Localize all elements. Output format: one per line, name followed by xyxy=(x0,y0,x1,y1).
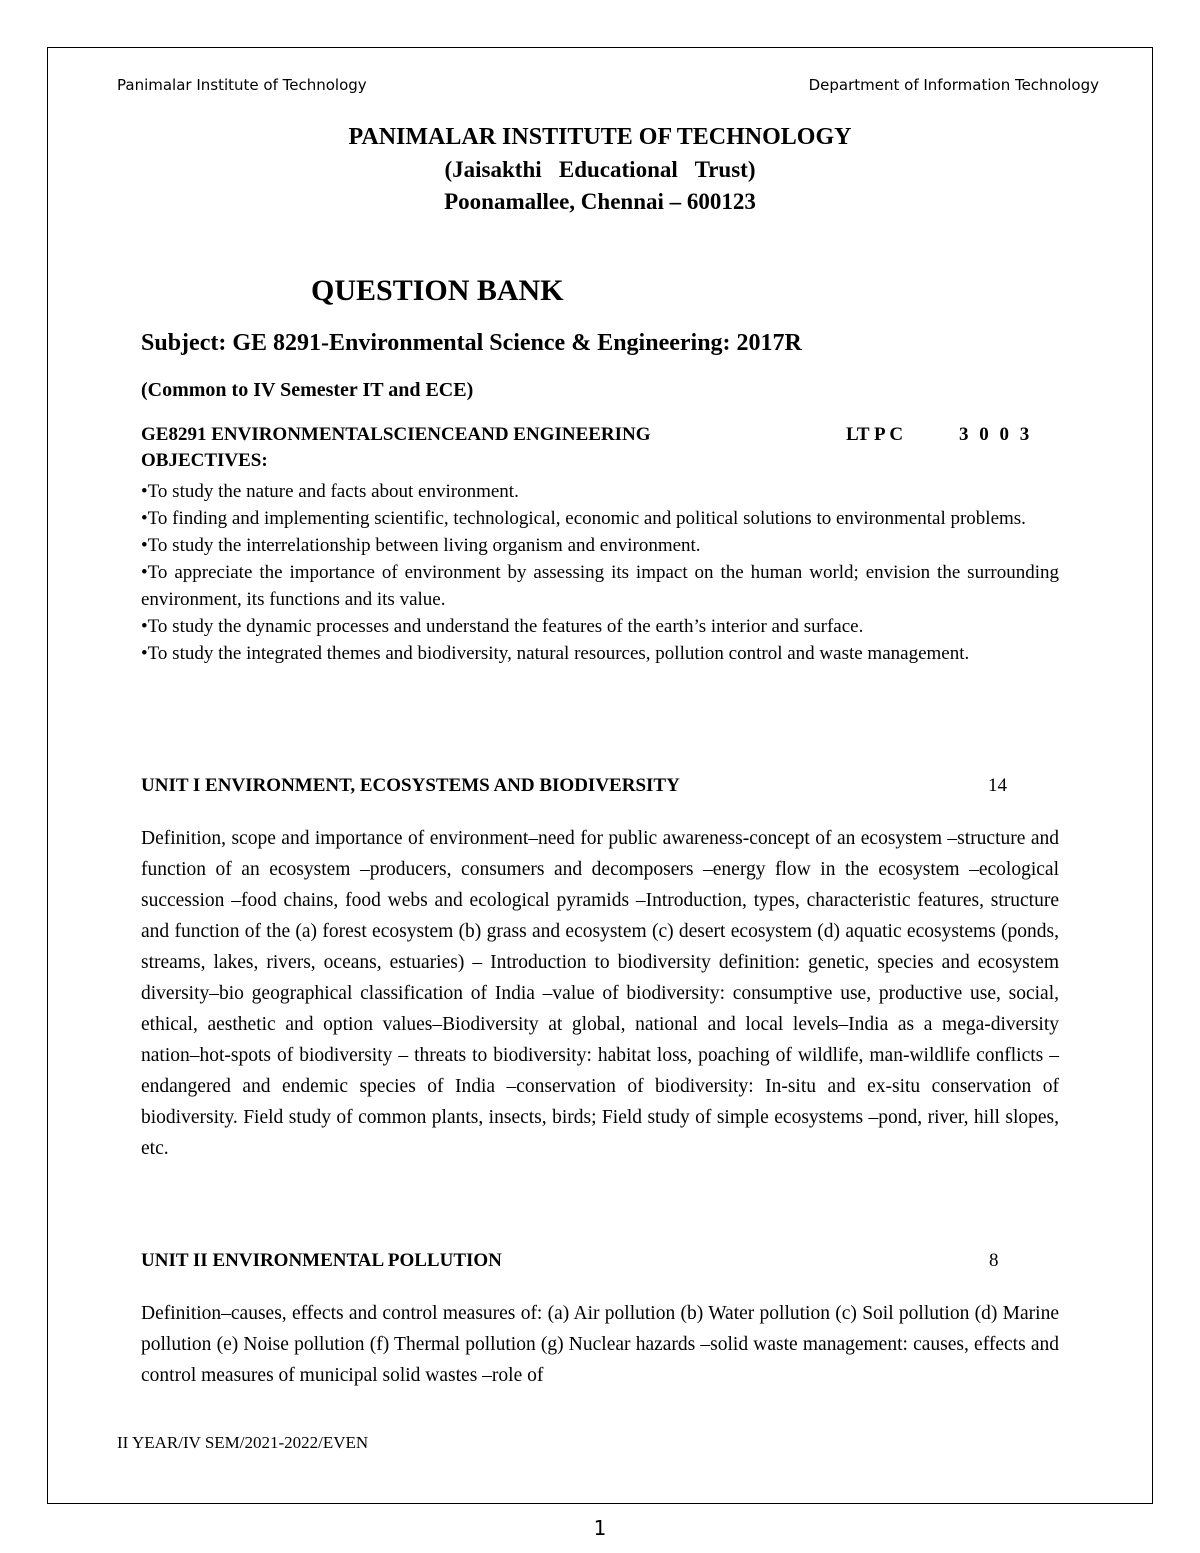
institute-trust: (Jaisakthi Educational Trust) xyxy=(444,157,756,182)
common-to-line: (Common to IV Semester IT and ECE) xyxy=(141,379,474,401)
unit-1-hours: 14 xyxy=(988,775,1007,796)
unit-2-heading xyxy=(141,1250,1011,1272)
unit-2-hours: 8 xyxy=(989,1250,999,1271)
unit-2-syllabus: Definition–causes, effects and control measures of: (a) Air pollution (b) Water pollution (c) Soil pollution (d) Marine pollution (e) Noise pollution (f) Thermal pollution (g) Nuclear hazards –solid waste management: causes, effects and control measures of municipal solid wastes –role of xyxy=(141,1303,1059,1386)
objective-item: •To study the nature and facts about environment. xyxy=(141,481,519,502)
objectives-heading: OBJECTIVES: xyxy=(141,450,268,471)
objective-item: •To study the integrated themes and biodiversity, natural resources, pollution control and waste management. xyxy=(141,643,970,664)
objective-item: •To finding and implementing scientific, technological, economic and political solutions to environmental problems. xyxy=(141,508,1026,529)
footer-year-semester: II YEAR/IV SEM/2021-2022/EVEN xyxy=(117,1433,369,1452)
unit-1-title: UNIT I ENVIRONMENT, ECOSYSTEMS AND BIODIVERSITY xyxy=(141,775,680,796)
unit-1-syllabus: Definition, scope and importance of environment–need for public awareness-concept of an ecosystem –structure and function of an ecosystem –producers, consumers and decomposers –energy flow in the ecosystem –ecological succession –food chains, food webs and ecological pyramids –Introduction, types, characteristic features, structure and function of the (a) forest ecosystem (b) grass and ecosystem (c) desert ecosystem (d) aquatic ecosystems (ponds, streams, lakes, rivers, oceans, estuaries) – Introduction to biodiversity definition: genetic, species and ecosystem diversity–bio geographical classification of India –value of biodiversity: consumptive use, productive use, social, ethical, aesthetic and option values–Biodiversity at global, national and local levels–India as a mega-diversity nation–hot-spots of biodiversity – threats to biodiversity: habitat loss, poaching of wildlife, man-wildlife conflicts –endangered and endemic species of India –conservation of biodiversity: In-situ and ex-situ conservation of biodiversity. Field study of common plants, insects, birds; Field study of simple ecosystems –pond, river, hill slopes, etc. xyxy=(141,828,1059,1159)
header-department: Department of Information Technology xyxy=(808,76,1099,94)
document-title: QUESTION BANK xyxy=(311,274,564,307)
course-code-title: GE8291 ENVIRONMENTALSCIENCEAND ENGINEERING xyxy=(141,424,651,445)
institute-address: Poonamallee, Chennai – 600123 xyxy=(444,189,756,214)
subject-line: Subject: GE 8291-Environmental Science & Engineering: 2017R xyxy=(141,330,802,356)
unit-2-title: UNIT II ENVIRONMENTAL POLLUTION xyxy=(141,1250,502,1271)
ltpc-label: LT P C xyxy=(846,424,904,445)
institute-name: PANIMALAR INSTITUTE OF TECHNOLOGY xyxy=(348,124,852,150)
objective-item: •To study the interrelationship between living organism and environment. xyxy=(141,535,701,556)
objectives-list xyxy=(141,478,1059,667)
page-number: 1 xyxy=(593,1516,607,1540)
objective-item: •To study the dynamic processes and understand the features of the earth’s interior and surface. xyxy=(141,616,864,637)
course-credits: 3 0 0 3 xyxy=(959,424,1033,445)
unit-1-heading xyxy=(141,775,1011,797)
header-institute: Panimalar Institute of Technology xyxy=(117,76,367,94)
objective-item: •To appreciate the importance of environment by assessing its impact on the human world; envision the surrounding environment, its functions and its value. xyxy=(141,562,1059,610)
course-line xyxy=(141,424,1061,450)
